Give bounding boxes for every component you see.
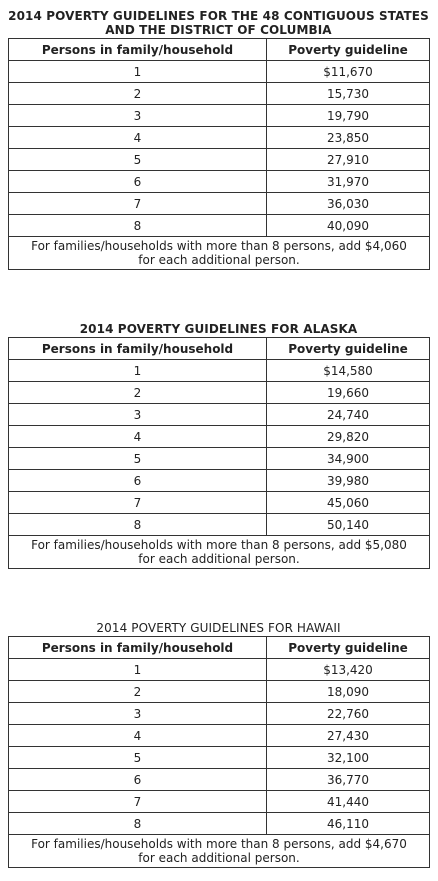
persons-cell: 3 bbox=[9, 404, 267, 426]
guideline-cell: 18,090 bbox=[267, 681, 430, 703]
guideline-cell: 32,100 bbox=[267, 747, 430, 769]
additional-person-note bbox=[9, 237, 430, 270]
table-row bbox=[9, 813, 430, 835]
table-row bbox=[9, 127, 430, 149]
note-line: for each additional person. bbox=[138, 851, 300, 865]
guideline-cell: 27,910 bbox=[267, 149, 430, 171]
table-row bbox=[9, 426, 430, 448]
guideline-cell: 41,440 bbox=[267, 791, 430, 813]
persons-cell: 7 bbox=[9, 791, 267, 813]
guideline-cell: 31,970 bbox=[267, 171, 430, 193]
note-line: for each additional person. bbox=[138, 552, 300, 566]
guideline-cell: 24,740 bbox=[267, 404, 430, 426]
persons-cell: 7 bbox=[9, 492, 267, 514]
persons-cell: 2 bbox=[9, 83, 267, 105]
table-row bbox=[9, 215, 430, 237]
table-row bbox=[9, 681, 430, 703]
persons-cell: 3 bbox=[9, 703, 267, 725]
guideline-table bbox=[8, 38, 430, 270]
note-line: For families/households with more than 8 persons, add $4,670 bbox=[31, 837, 407, 851]
table-row bbox=[9, 61, 430, 83]
note-row bbox=[9, 536, 430, 569]
guideline-cell: $14,580 bbox=[267, 360, 430, 382]
table-row bbox=[9, 105, 430, 127]
table-row bbox=[9, 769, 430, 791]
table-row bbox=[9, 171, 430, 193]
poverty-table-alaska bbox=[8, 322, 429, 569]
persons-cell: 2 bbox=[9, 382, 267, 404]
guideline-cell: 45,060 bbox=[267, 492, 430, 514]
table-row bbox=[9, 382, 430, 404]
guideline-cell: $13,420 bbox=[267, 659, 430, 681]
table-row bbox=[9, 470, 430, 492]
table-title bbox=[8, 322, 429, 336]
guideline-cell: 15,730 bbox=[267, 83, 430, 105]
persons-cell: 3 bbox=[9, 105, 267, 127]
title-line: 2014 POVERTY GUIDELINES FOR HAWAII bbox=[96, 621, 341, 635]
header-row bbox=[9, 637, 430, 659]
header-guideline: Poverty guideline bbox=[267, 637, 430, 659]
persons-cell: 4 bbox=[9, 127, 267, 149]
poverty-table-hawaii bbox=[8, 621, 429, 868]
header-row bbox=[9, 338, 430, 360]
title-line: 2014 POVERTY GUIDELINES FOR THE 48 CONTIGUOUS STATES bbox=[8, 9, 429, 23]
note-line: For families/households with more than 8 persons, add $4,060 bbox=[31, 239, 407, 253]
persons-cell: 8 bbox=[9, 215, 267, 237]
note-row bbox=[9, 835, 430, 868]
table-title bbox=[8, 621, 429, 635]
persons-cell: 6 bbox=[9, 171, 267, 193]
table-row bbox=[9, 193, 430, 215]
note-line: for each additional person. bbox=[138, 253, 300, 267]
table-row bbox=[9, 492, 430, 514]
table-row bbox=[9, 747, 430, 769]
guideline-cell: $11,670 bbox=[267, 61, 430, 83]
header-persons: Persons in family/household bbox=[9, 39, 267, 61]
guideline-cell: 46,110 bbox=[267, 813, 430, 835]
table-row bbox=[9, 791, 430, 813]
persons-cell: 6 bbox=[9, 470, 267, 492]
guideline-cell: 22,760 bbox=[267, 703, 430, 725]
table-row bbox=[9, 514, 430, 536]
persons-cell: 5 bbox=[9, 149, 267, 171]
persons-cell: 7 bbox=[9, 193, 267, 215]
persons-cell: 1 bbox=[9, 360, 267, 382]
table-row bbox=[9, 725, 430, 747]
header-guideline: Poverty guideline bbox=[267, 39, 430, 61]
persons-cell: 1 bbox=[9, 61, 267, 83]
note-row bbox=[9, 237, 430, 270]
table-row bbox=[9, 360, 430, 382]
poverty-table-contiguous bbox=[8, 9, 429, 270]
persons-cell: 8 bbox=[9, 813, 267, 835]
guideline-table bbox=[8, 636, 430, 868]
guideline-cell: 50,140 bbox=[267, 514, 430, 536]
table-row bbox=[9, 149, 430, 171]
table-row bbox=[9, 448, 430, 470]
guideline-cell: 39,980 bbox=[267, 470, 430, 492]
persons-cell: 6 bbox=[9, 769, 267, 791]
header-row bbox=[9, 39, 430, 61]
table-row bbox=[9, 404, 430, 426]
guideline-cell: 40,090 bbox=[267, 215, 430, 237]
guideline-table bbox=[8, 337, 430, 569]
persons-cell: 2 bbox=[9, 681, 267, 703]
title-line: AND THE DISTRICT OF COLUMBIA bbox=[105, 23, 332, 37]
note-line: For families/households with more than 8 persons, add $5,080 bbox=[31, 538, 407, 552]
guideline-cell: 36,030 bbox=[267, 193, 430, 215]
table-row bbox=[9, 703, 430, 725]
guideline-cell: 27,430 bbox=[267, 725, 430, 747]
table-title bbox=[8, 9, 429, 37]
guideline-cell: 34,900 bbox=[267, 448, 430, 470]
header-persons: Persons in family/household bbox=[9, 338, 267, 360]
persons-cell: 5 bbox=[9, 747, 267, 769]
persons-cell: 1 bbox=[9, 659, 267, 681]
table-row bbox=[9, 83, 430, 105]
guideline-cell: 29,820 bbox=[267, 426, 430, 448]
guideline-cell: 23,850 bbox=[267, 127, 430, 149]
persons-cell: 4 bbox=[9, 725, 267, 747]
persons-cell: 8 bbox=[9, 514, 267, 536]
persons-cell: 5 bbox=[9, 448, 267, 470]
table-row bbox=[9, 659, 430, 681]
guideline-cell: 36,770 bbox=[267, 769, 430, 791]
title-line: 2014 POVERTY GUIDELINES FOR ALASKA bbox=[79, 322, 358, 336]
header-persons: Persons in family/household bbox=[9, 637, 267, 659]
guideline-cell: 19,660 bbox=[267, 382, 430, 404]
header-guideline: Poverty guideline bbox=[267, 338, 430, 360]
persons-cell: 4 bbox=[9, 426, 267, 448]
additional-person-note bbox=[9, 835, 430, 868]
guideline-cell: 19,790 bbox=[267, 105, 430, 127]
additional-person-note bbox=[9, 536, 430, 569]
